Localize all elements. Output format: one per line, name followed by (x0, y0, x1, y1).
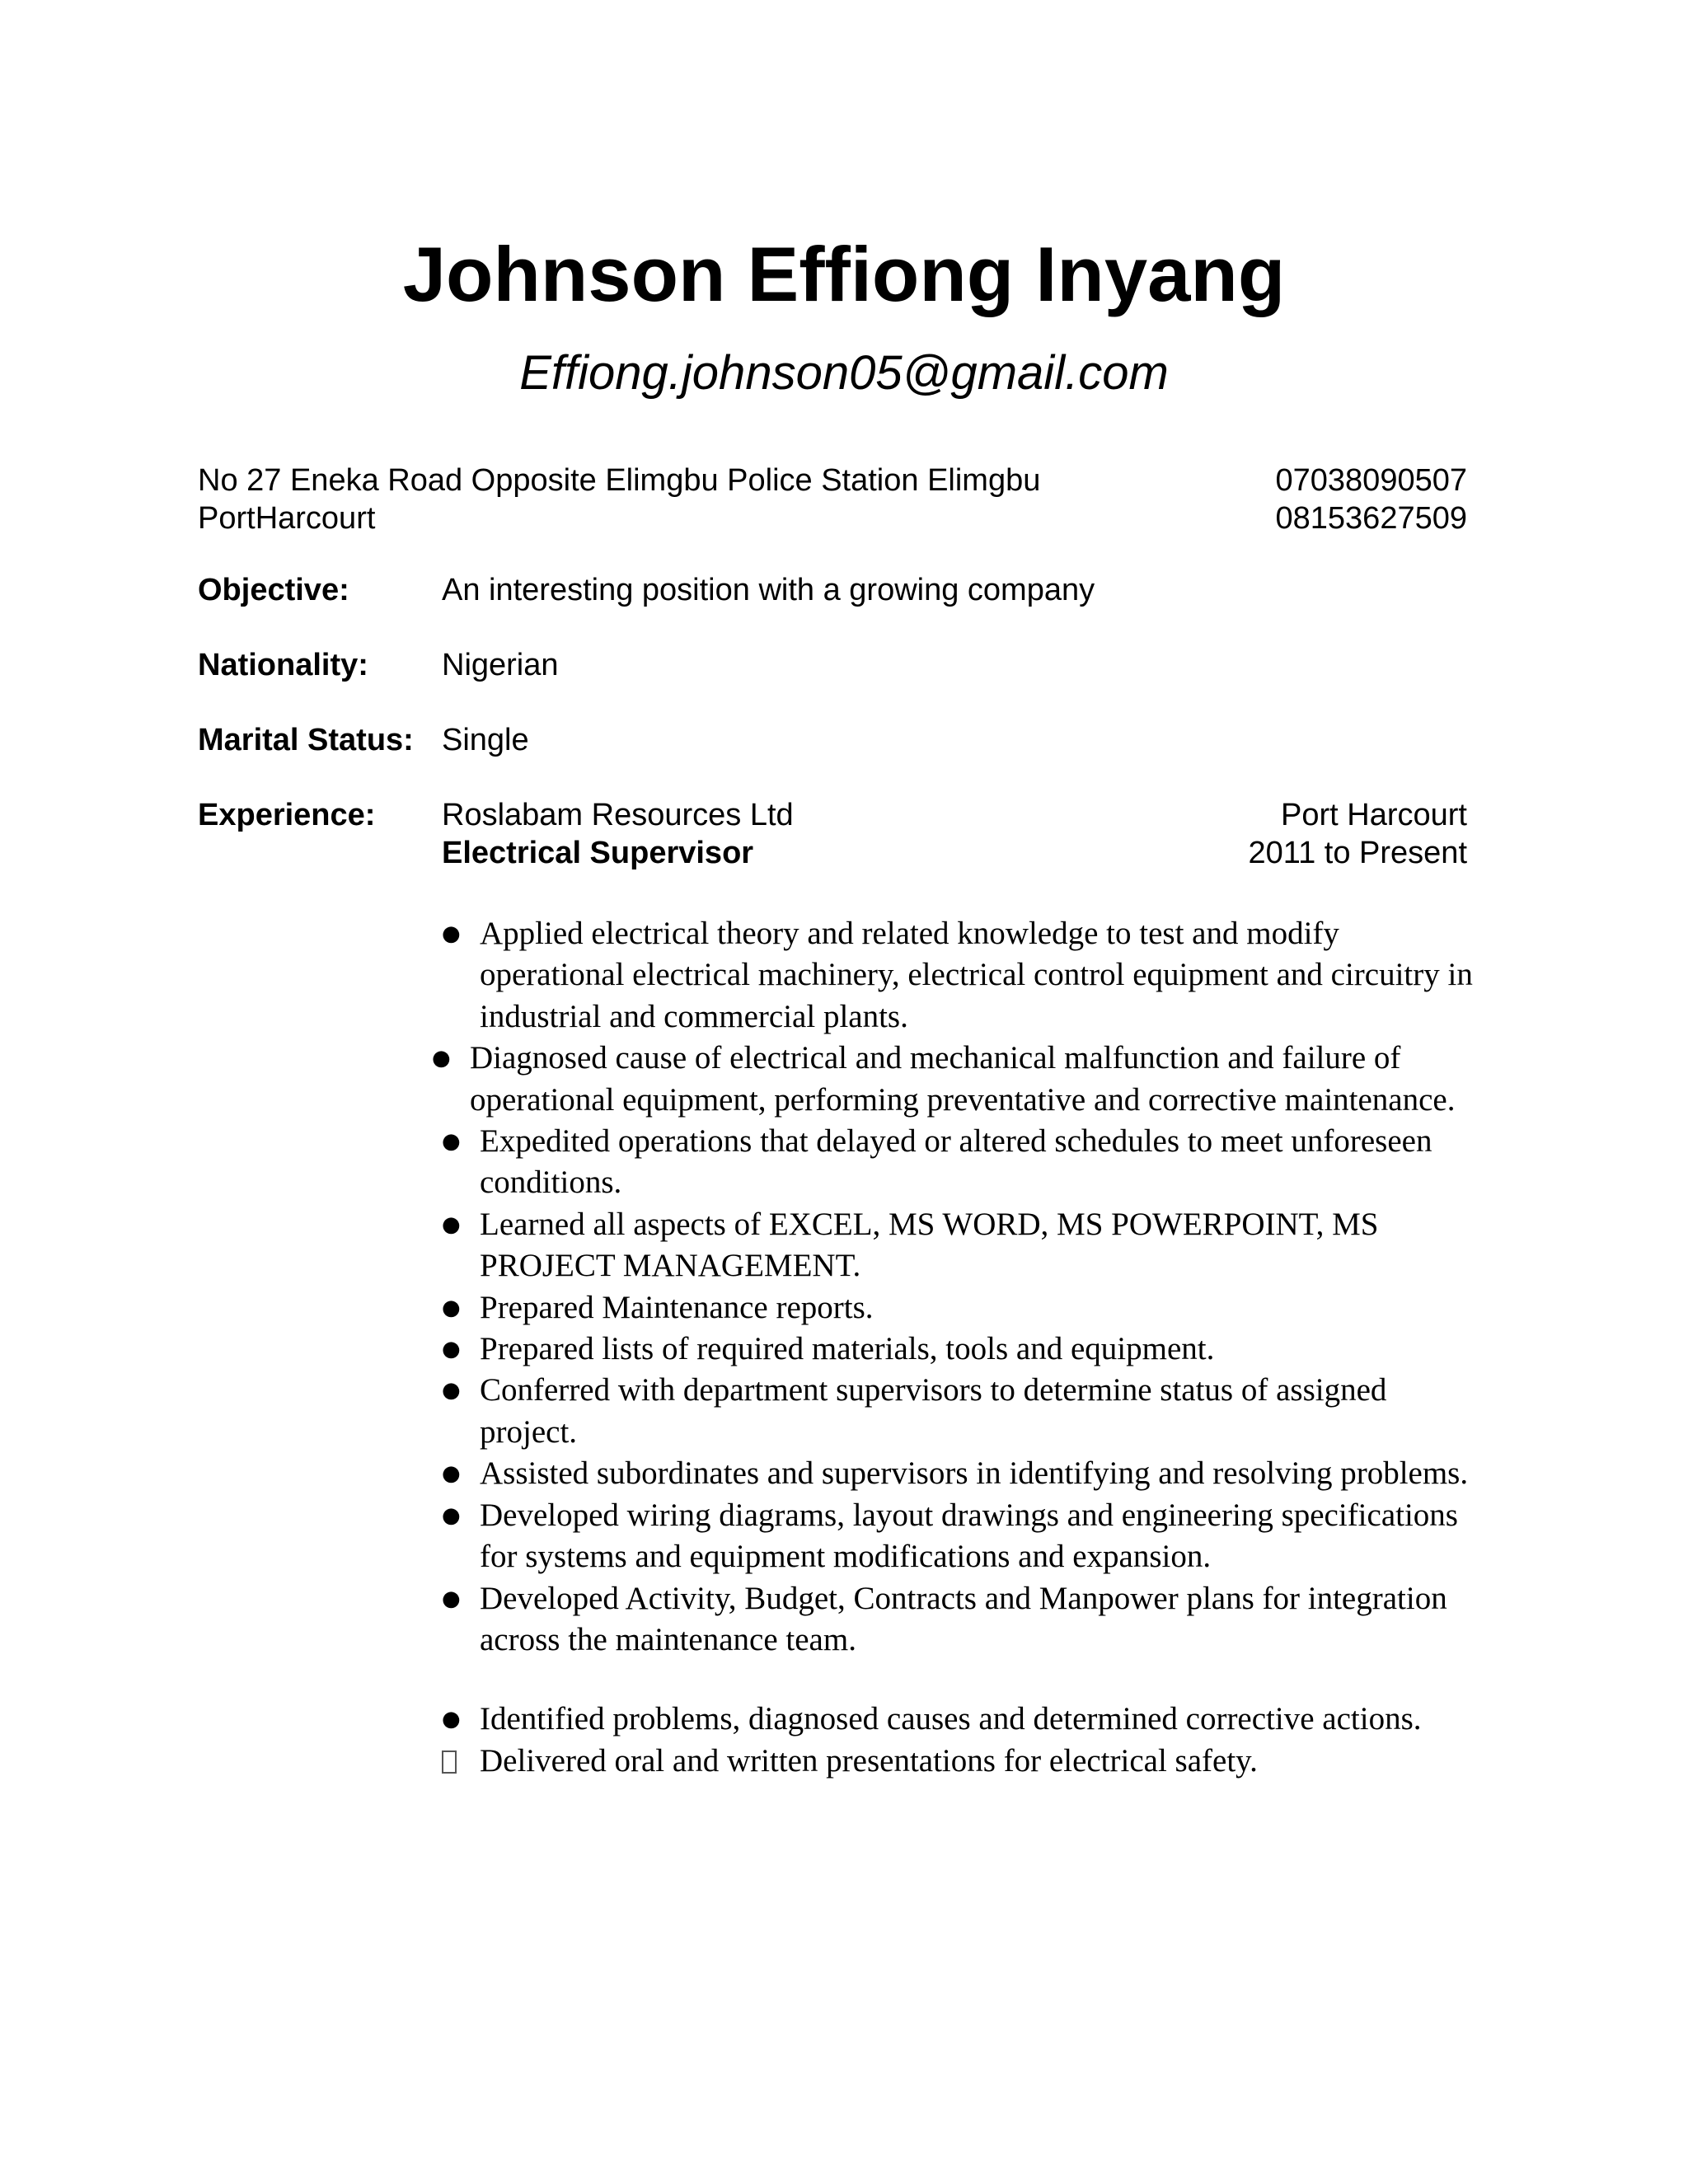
nationality-label: Nationality: (198, 648, 368, 682)
list-item: ● Applied electrical theory and related knowledge to test and modify operational electrical machinery, electrical control equipment and circuitry in industrial and commercial plants. (442, 913, 1480, 1038)
nationality-value: Nigerian (442, 648, 559, 682)
list-item: ● Assisted subordinates and supervisors in identifying and resolving problems. (442, 1453, 1480, 1494)
list-item: ● Identified problems, diagnosed causes and determined corrective actions. (442, 1699, 1480, 1740)
objective-value: An interesting position with a growing company (442, 573, 1095, 607)
objective-label: Objective: (198, 573, 349, 607)
experience-meta (1249, 796, 1467, 872)
responsibility-list (432, 913, 1480, 1782)
list-item: ● Learned all aspects of EXCEL, MS WORD, MS POWERPOINT, MS PROJECT MANAGEMENT. (442, 1204, 1480, 1287)
job-period: 2011 to Present (1248, 836, 1467, 870)
bullet-dot-icon: ● (442, 1378, 461, 1404)
address-block (198, 462, 1040, 537)
experience-label: Experience: (198, 798, 376, 832)
bullet-dot-icon: ● (442, 1129, 461, 1155)
bullet-dot-icon: ● (442, 1212, 461, 1237)
bullet-dot-icon: ● (442, 1707, 461, 1732)
address-line-2: PortHarcourt (198, 501, 376, 536)
candidate-name: Johnson Effiong Inyang (402, 231, 1286, 317)
phone-block (1276, 462, 1467, 537)
bullet-dot-icon: ● (442, 1502, 461, 1528)
company-name: Roslabam Resources Ltd (442, 798, 794, 832)
job-location: Port Harcourt (1281, 798, 1467, 832)
email-address: Effiong.johnson05@gmail.com (519, 346, 1169, 400)
marital-status-value: Single (442, 723, 529, 757)
list-item: Delivered oral and written presentations for electrical safety. (442, 1741, 1480, 1782)
job-title: Electrical Supervisor (442, 836, 754, 870)
phone-number-2: 08153627509 (1275, 501, 1467, 536)
list-item: ● Developed wiring diagrams, layout drawings and engineering specifications for systems and equipment modifications and expansion. (442, 1495, 1480, 1578)
list-item: ● Developed Activity, Budget, Contracts and Manpower plans for integration across the maintenance team. (442, 1578, 1480, 1661)
bullet-dot-icon: ● (442, 1295, 461, 1320)
phone-number-1: 07038090507 (1275, 463, 1467, 498)
marital-status-label: Marital Status: (198, 723, 414, 757)
bullet-dot-icon: ● (432, 1046, 451, 1071)
bullet-dot-icon: ● (442, 1586, 461, 1611)
list-item: ● Diagnosed cause of electrical and mechanical malfunction and failure of operational equipment, performing preventative and corrective maintenance. (432, 1038, 1480, 1121)
bullet-dot-icon: ● (442, 1337, 461, 1362)
missing-glyph-box-icon (442, 1741, 467, 1788)
bullet-dot-icon: ● (442, 1461, 461, 1487)
address-line-1: No 27 Eneka Road Opposite Elimgbu Police Station Elimgbu (198, 463, 1041, 498)
list-item: ● Conferred with department supervisors to determine status of assigned project. (442, 1370, 1480, 1453)
bullet-dot-icon: ● (442, 921, 461, 946)
list-item: ● Expedited operations that delayed or altered schedules to meet unforeseen conditions. (442, 1121, 1480, 1204)
list-item: ● Prepared Maintenance reports. (442, 1287, 1480, 1329)
list-item: ● Prepared lists of required materials, tools and equipment. (442, 1329, 1480, 1370)
